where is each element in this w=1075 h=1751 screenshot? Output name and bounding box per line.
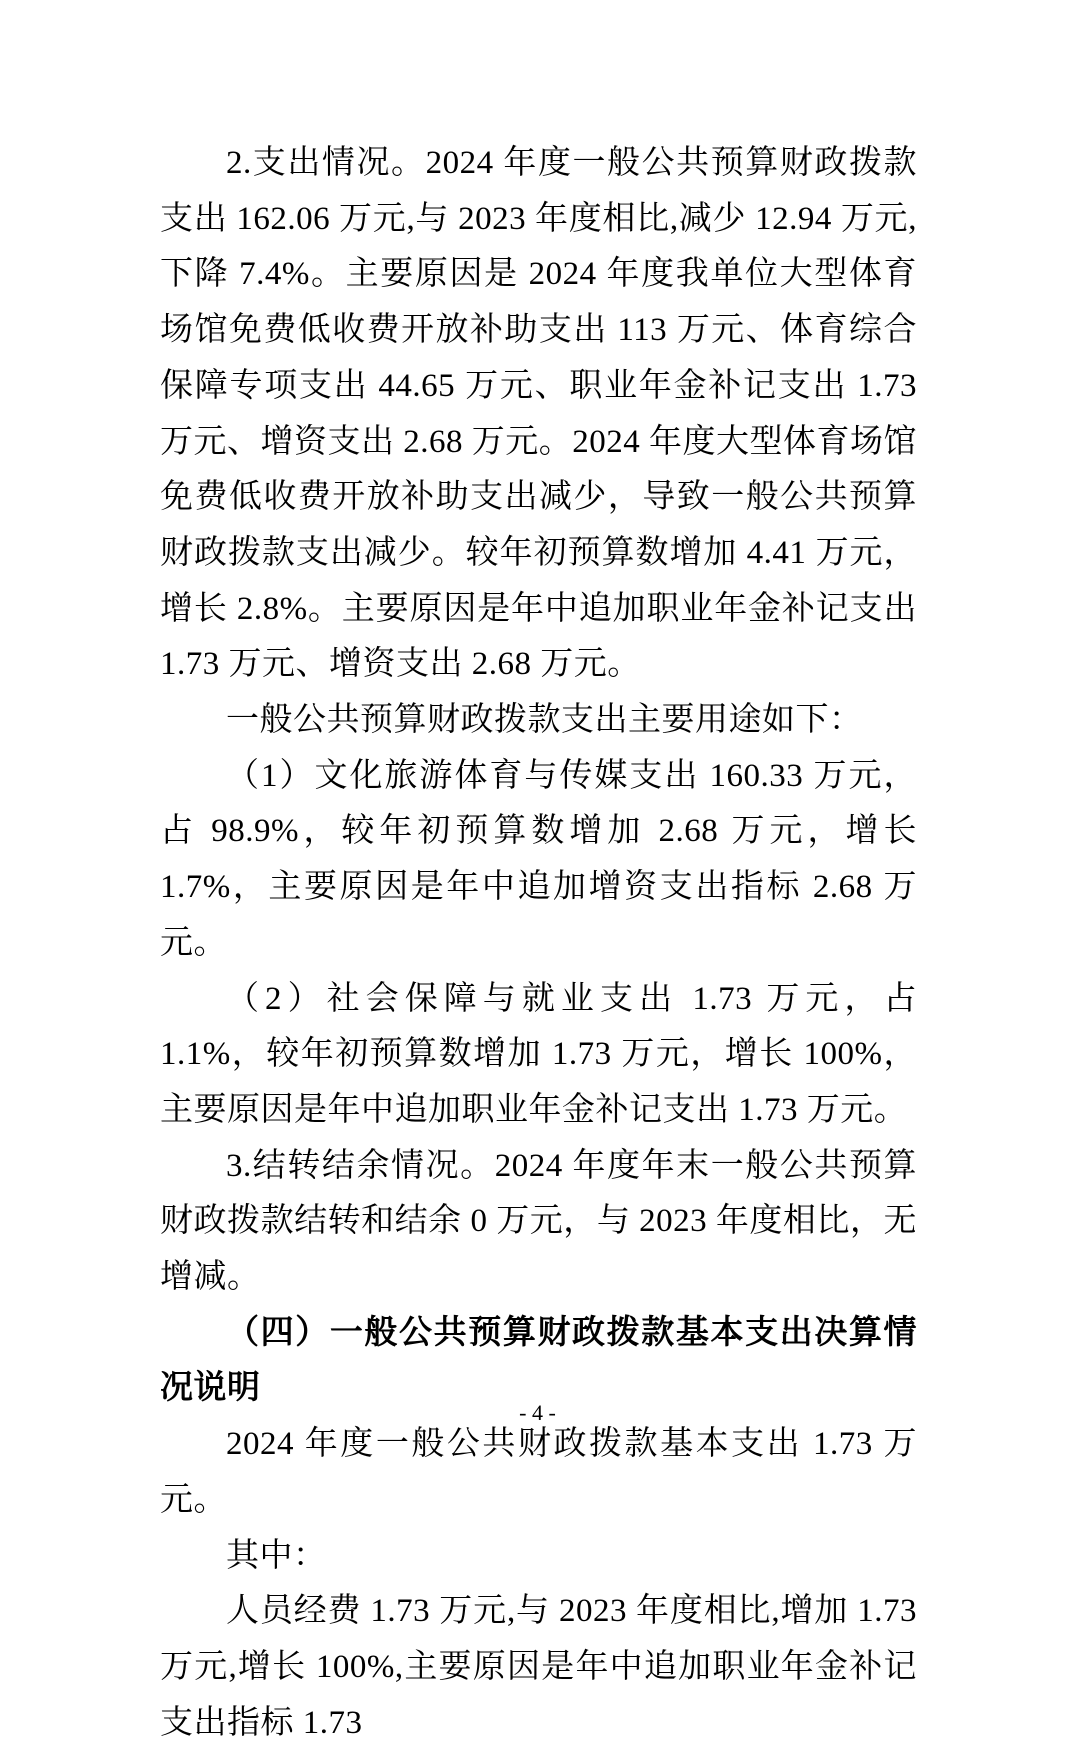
paragraph-usage-intro: 一般公共预算财政拨款支出主要用途如下： xyxy=(226,702,863,739)
page-number: - 4 - xyxy=(519,1400,556,1425)
paragraph-carryover-balance: 3.结转结余情况。2024 年度年末一般公共预算财政拨款结转和结余 0 万元，与 2023 年度相比，无增减。 xyxy=(160,1147,917,1296)
paragraph-basic-expenditure-total: 2024 年度一般公共财政拨款基本支出 1.73 万元。 xyxy=(160,1426,917,1518)
paragraph-expenditure-overview: 2.支出情况。2024 年度一般公共预算财政拨款支出 162.06 万元,与 2023 年度相比,减少 12.94 万元,下降 7.4%。主要原因是 2024 年度我单位大型体育场馆免费低收费开放补助支出 113 万元、体育综合保障专项支出 44.65 万元、职业年金补记支出 1.73 万元、增资支出 2.68 万元。2024 年度大型体育场馆免费低收费开放补助支出减少，导致一般公共预算财政拨款支出减少。较年初预算数增加 4.41 万元，增长 2.8%。主要原因是年中追加职业年金补记支出 1.73 万元、增资支出 2.68 万元。 xyxy=(160,145,917,683)
document-body xyxy=(160,136,917,1751)
paragraph-among-which: 其中： xyxy=(226,1537,327,1574)
paragraph-usage-item-1: （1）文化旅游体育与传媒支出 160.33 万元，占 98.9%，较年初预算数增加 2.68 万元，增长 1.7%，主要原因是年中追加增资支出指标 2.68 万元。 xyxy=(160,757,917,961)
paragraph-usage-item-2: （2）社会保障与就业支出 1.73 万元，占 1.1%，较年初预算数增加 1.73 万元，增长 100%，主要原因是年中追加职业年金补记支出 1.73 万元。 xyxy=(160,980,917,1128)
paragraph-personnel-expense: 人员经费 1.73 万元,与 2023 年度相比,增加 1.73 万元,增长 100%,主要原因是年中追加职业年金补记支出指标 1.73 xyxy=(160,1593,917,1741)
section-heading: （四）一般公共预算财政拨款基本支出决算情况说明 xyxy=(160,1314,917,1407)
